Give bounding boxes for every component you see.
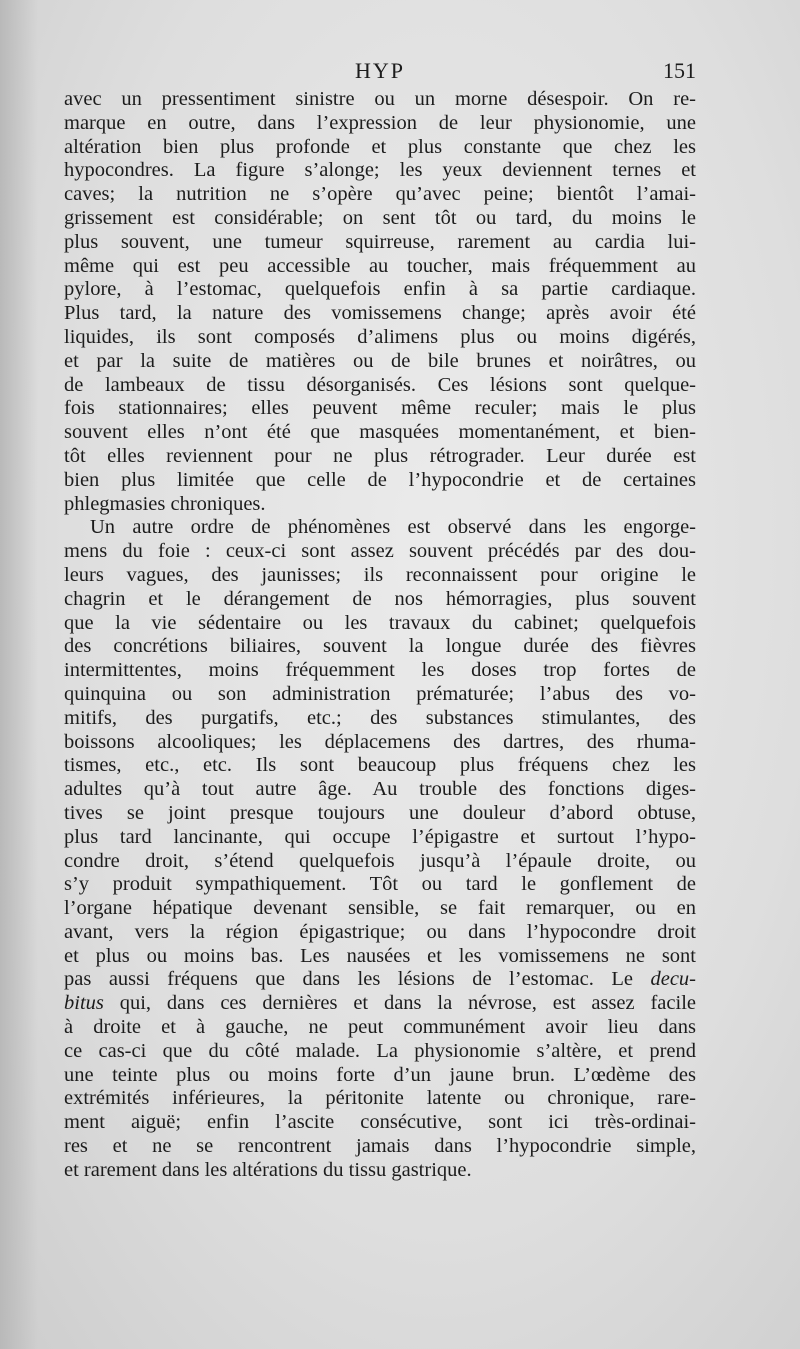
text-line: intermittentes, moins fréquemment les doses trop fortes de	[64, 659, 696, 682]
text-line: que la vie sédentaire ou les travaux du cabinet; quelquefois	[64, 611, 696, 634]
text-line: l’organe hépatique devenant sensible, se fait remarquer, ou en	[64, 897, 696, 920]
text-line: ce cas-ci que du côté malade. La physionomie s’altère, et prend	[64, 1039, 696, 1062]
text-line: avec un pressentiment sinistre ou un morne désespoir. On re-	[64, 88, 696, 110]
text-line: chagrin et le dérangement de nos hémorragies, plus souvent	[64, 587, 696, 610]
text-line: plus tard lancinante, qui occupe l’épigastre et surtout l’hypo-	[64, 825, 696, 848]
running-head	[64, 58, 696, 88]
text-line: et par la suite de matières ou de bile brunes et noirâtres, ou	[64, 349, 696, 372]
text-line: tismes, etc., etc. Ils sont beaucoup plus fréquens chez les	[64, 754, 696, 777]
text-line: tives se joint presque toujours une douleur d’abord obtuse,	[64, 801, 696, 824]
text-line: grissement est considérable; on sent tôt ou tard, du moins le	[64, 206, 696, 229]
running-title: HYP	[354, 58, 405, 83]
text-line: et rarement dans les altérations du tissu gastrique.	[64, 1158, 472, 1181]
text-line: extrémités inférieures, la péritonite latente ou chronique, rare-	[64, 1087, 696, 1110]
paragraph-1	[64, 88, 696, 516]
text-line: mens du foie : ceux-ci sont assez souvent précédés par des dou-	[64, 540, 696, 563]
text-line: de lambeaux de tissu désorganisés. Ces lésions sont quelque-	[64, 373, 696, 396]
text-line: des concrétions biliaires, souvent la longue durée des fièvres	[64, 635, 696, 658]
text-line: phlegmasies chroniques.	[64, 492, 266, 515]
paragraph-2	[64, 516, 696, 1182]
text-line: altération bien plus profonde et plus constante que chez les	[64, 135, 696, 158]
text-line: caves; la nutrition ne s’opère qu’avec peine; bientôt l’amai-	[64, 183, 696, 206]
text-line: fois stationnaires; elles peuvent même reculer; mais le plus	[64, 397, 696, 420]
text-line: plus souvent, une tumeur squirreuse, rarement au cardia lui-	[64, 230, 696, 253]
text-line: ment aiguë; enfin l’ascite consécutive, sont ici très-ordinai-	[64, 1111, 696, 1134]
text-line: boissons alcooliques; les déplacemens des dartres, des rhuma-	[64, 730, 696, 753]
text-line: mitifs, des purgatifs, etc.; des substances stimulantes, des	[64, 706, 696, 729]
page-number: 151	[663, 58, 696, 83]
text-line: souvent elles n’ont été que masquées momentanément, et bien-	[64, 421, 696, 444]
body-text	[64, 88, 696, 1183]
text-line: condre droit, s’étend quelquefois jusqu’à l’épaule droite, ou	[64, 849, 696, 872]
text-line: adultes qu’à tout autre âge. Au trouble des fonctions diges-	[64, 778, 696, 801]
text-line: marque en outre, dans l’expression de leur physionomie, une	[64, 111, 696, 134]
text-line: res et ne se rencontrent jamais dans l’hypocondrie simple,	[64, 1135, 696, 1158]
text-line: s’y produit sympathiquement. Tôt ou tard le gonflement de	[64, 873, 696, 896]
text-line: avant, vers la région épigastrique; ou dans l’hypocondre droit	[64, 920, 696, 943]
text-line: même qui est peu accessible au toucher, mais fréquemment au	[64, 254, 696, 277]
text-line: Un autre ordre de phénomènes est observé dans les engorge-	[90, 516, 696, 539]
text-line: liquides, ils sont composés d’alimens plus ou moins digérés,	[64, 325, 696, 348]
text-line: bitus qui, dans ces dernières et dans la névrose, est assez facile	[64, 992, 696, 1015]
text-line: Plus tard, la nature des vomissemens change; après avoir été	[64, 302, 696, 325]
gutter-shadow	[0, 0, 38, 1349]
text-line: tôt elles reviennent pour ne plus rétrograder. Leur durée est	[64, 444, 696, 467]
text-line: pylore, à l’estomac, quelquefois enfin à sa partie cardiaque.	[64, 278, 696, 301]
text-line: à droite et à gauche, ne peut communément avoir lieu dans	[64, 1016, 696, 1039]
text-line: et plus ou moins bas. Les nausées et les vomissemens ne sont	[64, 944, 696, 967]
text-line: bien plus limitée que celle de l’hypocondrie et de certaines	[64, 468, 696, 491]
text-line: pas aussi fréquens que dans les lésions de l’estomac. Le decu-	[64, 968, 696, 991]
text-line: quinquina ou son administration prématurée; l’abus des vo-	[64, 682, 696, 705]
text-line: une teinte plus ou moins forte d’un jaune brun. L’œdème des	[64, 1063, 696, 1086]
text-line: hypocondres. La figure s’alonge; les yeux deviennent ternes et	[64, 159, 696, 182]
text-line: leurs vagues, des jaunisses; ils reconnaissent pour origine le	[64, 563, 696, 586]
